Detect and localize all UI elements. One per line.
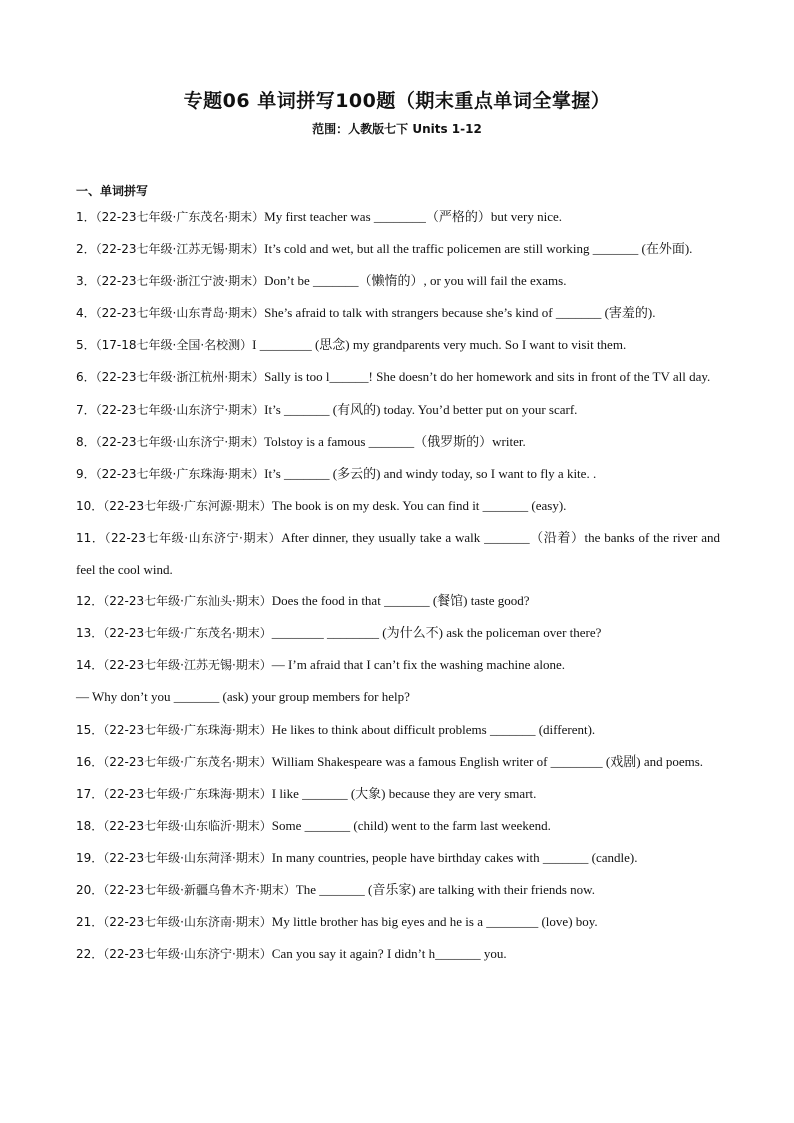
question-source: （22-23七年级·山东济宁·期末） (95, 402, 265, 417)
question-text: My little brother has big eyes and he is a ________ (love) boy. (271, 914, 598, 930)
question-number: 18． (76, 818, 104, 833)
question-number: 6． (76, 370, 96, 385)
question-item (76, 265, 720, 297)
question-number: 14． (76, 658, 104, 673)
question-source: （22-23七年级·江苏无锡·期末） (95, 242, 265, 257)
question-source: （22-23七年级·江苏无锡·期末） (103, 658, 272, 673)
question-item (76, 714, 720, 746)
question-text: William Shakespeare was a famous English writer of ________ (戏剧) and poems. (271, 753, 704, 769)
question-number: 4． (76, 306, 96, 321)
question-source: （22-23七年级·山东济南·期末） (103, 915, 272, 930)
question-source: （22-23七年级·广东茂名·期末） (103, 754, 272, 769)
question-source: （22-23七年级·山东济宁·期末） (95, 434, 265, 449)
question-source: （22-23七年级·山东青岛·期末） (95, 306, 265, 321)
question-text: The _______ (音乐家) are talking with their friends now. (295, 881, 595, 897)
page-title: 专题06 单词拼写100题（期末重点单词全掌握） (183, 90, 611, 112)
question-source: （22-23七年级·广东珠海·期末） (95, 466, 265, 481)
question-item (76, 810, 720, 842)
question-item (76, 649, 720, 681)
question-number: 5． (76, 338, 96, 353)
question-item (76, 681, 720, 713)
question-source: （22-23七年级·山东济宁·期末） (104, 530, 282, 545)
question-item (76, 426, 720, 458)
question-number: 11． (76, 530, 105, 545)
question-text: Tolstoy is a famous _______（俄罗斯的）writer. (264, 433, 526, 449)
question-item (76, 617, 720, 649)
question-source: （22-23七年级·广东珠海·期末） (103, 722, 272, 737)
question-number: 19． (76, 850, 104, 865)
question-number: 17． (76, 786, 104, 801)
question-number: 3． (76, 274, 96, 289)
question-text: Don’t be _______（懒惰的）, or you will fail the exams. (264, 273, 567, 289)
question-number: 9． (76, 466, 96, 481)
question-item (76, 522, 720, 585)
question-number: 22． (76, 947, 104, 962)
question-text: My first teacher was ________（严格的）but very nice. (264, 209, 562, 224)
question-source: （22-23七年级·山东菏泽·期末） (103, 850, 272, 865)
section-title: 一、单词拼写 (76, 184, 149, 198)
question-text: It’s cold and wet, but all the traffic policemen are still working _______ (在外面). (264, 241, 693, 257)
question-source: （22-23七年级·浙江宁波·期末） (95, 274, 265, 289)
question-source: （22-23七年级·广东汕头·期末） (103, 594, 272, 609)
question-number: 12． (76, 594, 104, 609)
question-text: He likes to think about difficult problems _______ (different). (271, 721, 596, 737)
question-text: Some _______ (child) went to the farm last weekend. (271, 817, 551, 833)
question-number: 7． (76, 402, 96, 417)
question-text: ________ ________ (为什么不) ask the policeman over there? (271, 625, 602, 641)
question-text: I like _______ (大象) because they are very smart. (271, 785, 537, 801)
question-number: 8． (76, 434, 96, 449)
question-number: 10． (76, 498, 104, 513)
question-item (76, 778, 720, 810)
question-source: （22-23七年级·新疆乌鲁木齐·期末） (103, 882, 296, 897)
question-source: （22-23七年级·广东河源·期末） (103, 498, 272, 513)
question-text: It’s _______ (有风的) today. You’d better put on your scarf. (264, 401, 578, 417)
question-number: 21． (76, 915, 104, 930)
question-number: 1． (76, 210, 96, 224)
question-source: （22-23七年级·山东临沂·期末） (103, 818, 272, 833)
question-text: — I’m afraid that I can’t fix the washing machine alone. (271, 657, 566, 673)
question-item (76, 938, 720, 970)
question-source: （22-23七年级·浙江杭州·期末） (95, 370, 265, 385)
question-source: （22-23七年级·广东珠海·期末） (103, 786, 272, 801)
question-item (76, 458, 720, 490)
question-number: 16． (76, 754, 104, 769)
question-text: — Why don’t you _______ (ask) your group members for help? (76, 689, 410, 705)
question-item (76, 490, 720, 522)
question-item (76, 874, 720, 906)
question-text: I ________ (思念) my grandparents very much. So I want to visit them. (252, 337, 627, 353)
question-item (76, 746, 720, 778)
page-subtitle: 范围：人教版七下 Units 1-12 (312, 122, 482, 136)
question-text: In many countries, people have birthday cakes with _______ (candle). (271, 849, 638, 865)
question-item (76, 233, 720, 265)
question-text: The book is on my desk. You can find it _______ (easy). (271, 497, 567, 513)
question-text: She’s afraid to talk with strangers because she’s kind of _______ (害羞的). (264, 305, 656, 321)
question-source: （22-23七年级·山东济宁·期末） (103, 947, 272, 962)
question-text: After dinner, they usually take a walk _______（沿着）the banks of the river and feel the cool wind. (76, 529, 720, 578)
question-source: （22-23七年级·广东茂名·期末） (103, 626, 272, 641)
question-number: 2． (76, 242, 96, 257)
question-source: （17-18七年级·全国·名校测） (95, 338, 253, 353)
question-item (76, 297, 720, 329)
question-item (76, 329, 720, 361)
question-item (76, 585, 720, 617)
question-text: It’s _______ (多云的) and windy today, so I want to fly a kite. . (264, 465, 597, 481)
question-number: 15． (76, 722, 104, 737)
question-item (76, 842, 720, 874)
question-number: 20． (76, 882, 104, 897)
question-list (76, 201, 720, 970)
question-text: Can you say it again? I didn’t h_______ you. (271, 946, 507, 962)
question-item (76, 906, 720, 938)
question-text: Does the food in that _______ (餐馆) taste good? (271, 593, 530, 609)
question-text: Sally is too l______! She doesn’t do her homework and sits in front of the TV all day. (264, 369, 711, 385)
question-item (76, 201, 720, 233)
question-number: 13． (76, 626, 104, 641)
question-source: （22-23七年级·广东茂名·期末） (95, 210, 265, 224)
question-item (76, 394, 720, 426)
question-item (76, 361, 720, 393)
